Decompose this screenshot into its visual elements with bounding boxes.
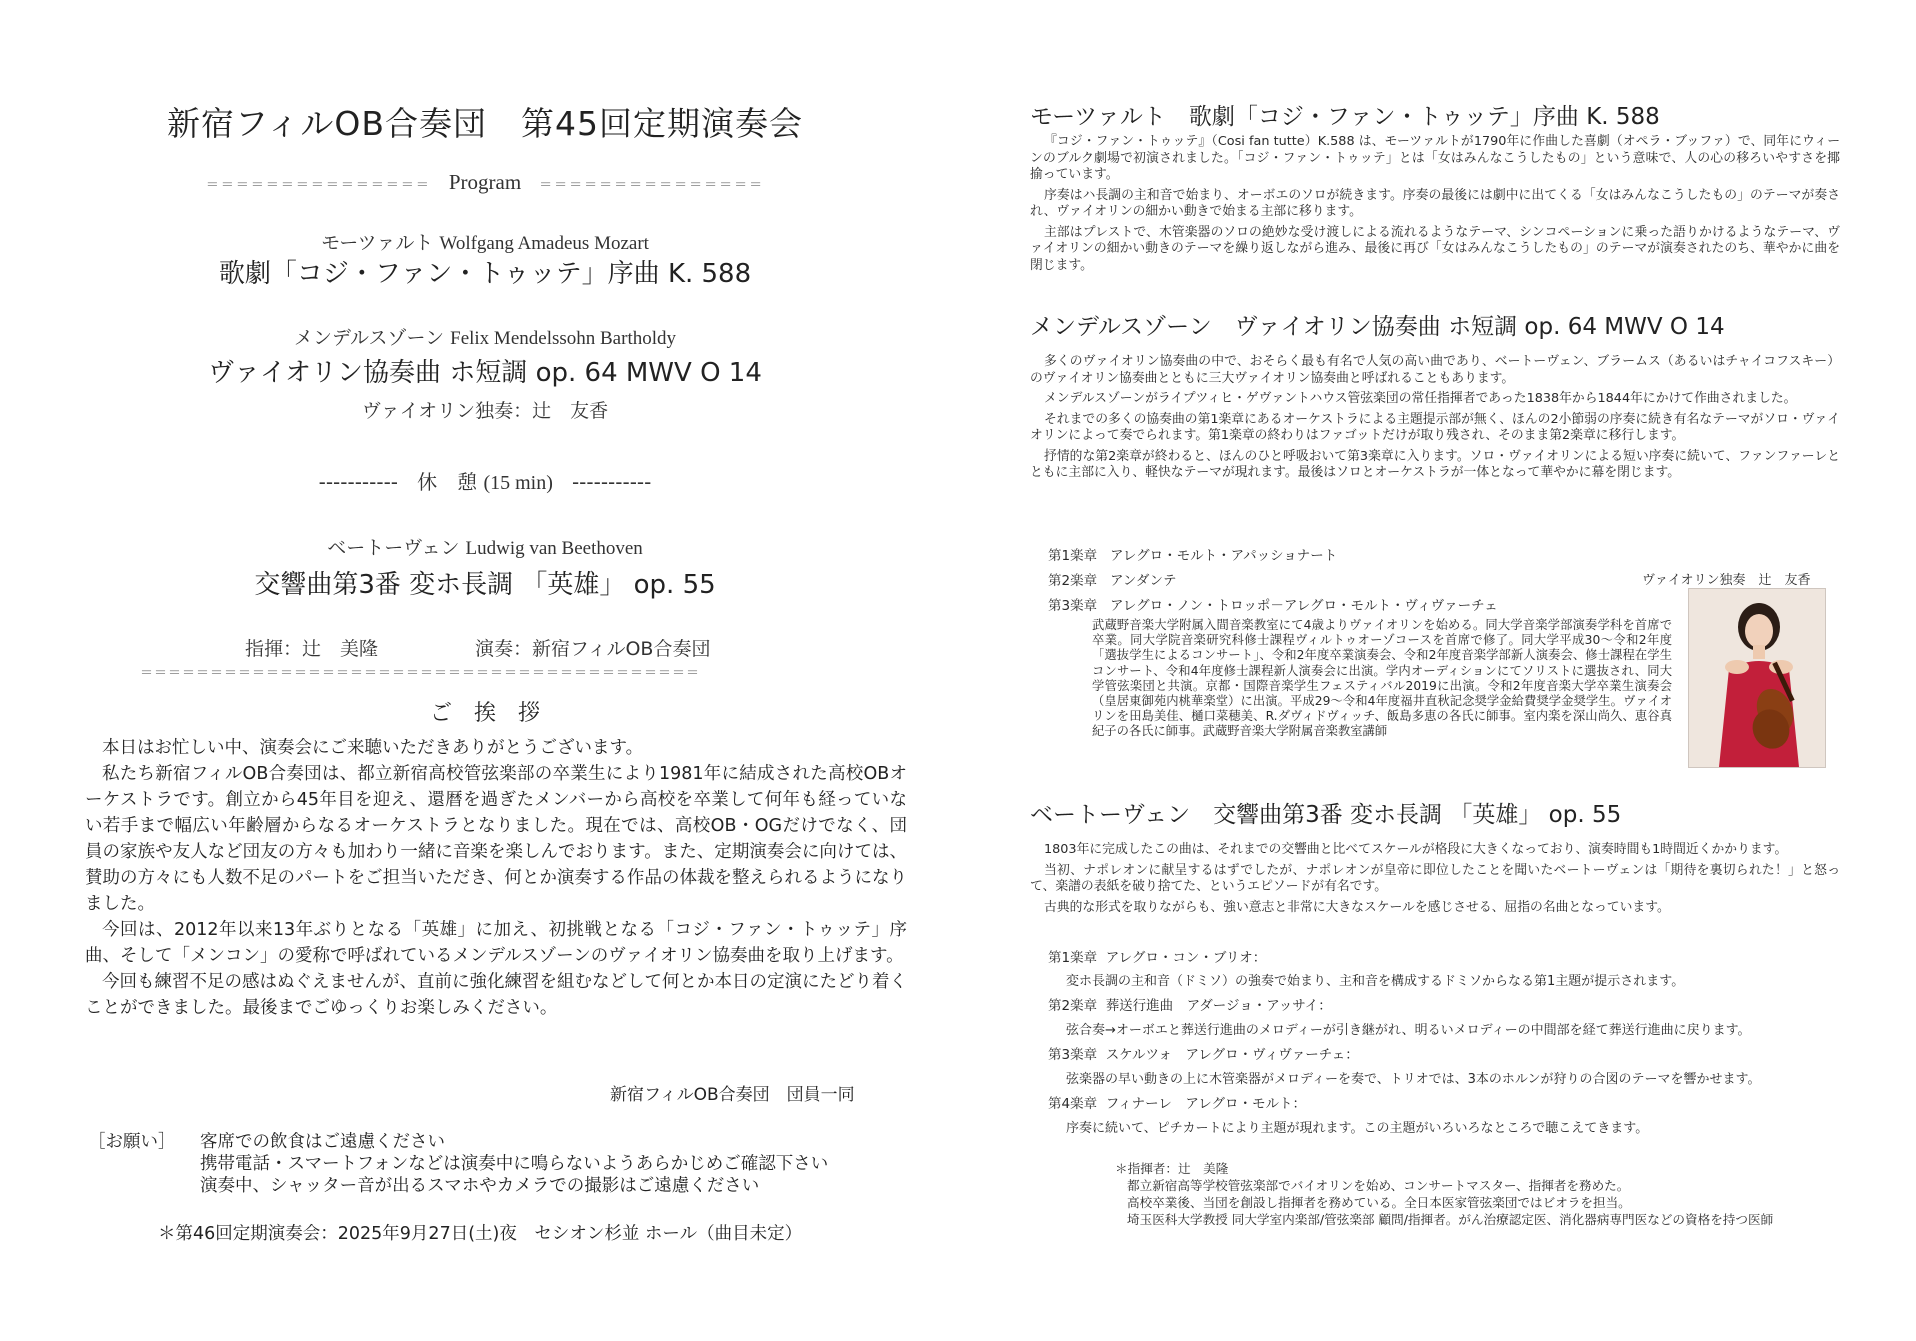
mozart-heading: モーツァルト 歌劇「コジ・ファン・トゥッテ」序曲 K. 588 (1030, 104, 1660, 130)
conductor-note-line: 都立新宿高等学校管弦楽部でバイオリンを始め、コンサートマスター、指揮者を務めた。 (1127, 1178, 1630, 1193)
program-page (70, 0, 907, 1341)
program-label: Program (448, 170, 522, 194)
request-item: 演奏中、シャッター音が出るスマホやカメラでの撮影はご遠慮ください (200, 1176, 760, 1196)
program-item-mozart-work: 歌劇「コジ・ファン・トゥッテ」序曲 K. 588 (218, 259, 752, 289)
notes-paragraph: それまでの多くの協奏曲の第1楽章にあるオーケストラによる主題提示部が無く、ほんの2小節弱の序奏に続き有名なテーマがソロ・ヴァイオリンによって奏でられます。第1楽章の終わりはファゴットだけが取り残され、そのまま第2楽章に移行します。 (1030, 411, 1840, 443)
greeting-title: ご 挨 拶 (429, 701, 540, 726)
program-item-mozart-composer: モーツァルト Wolfgang Amadeus Mozart (321, 232, 649, 254)
request-label: ［お願い］ (88, 1132, 176, 1152)
beethoven-movement-3: 第3楽章 スケルツォ アレグロ・ヴィヴァーチェ： (1048, 1047, 1359, 1063)
beethoven-heading: ベートーヴェン 交響曲第3番 変ホ長調 「英雄」 op. 55 (1030, 802, 1622, 828)
soloist-bio: 武蔵野音楽大学附属入間音楽教室にて4歳よりヴァイオリンを始める。同大学音楽学部演奏学科を首席で卒業。同大学院音楽研究科修士課程ヴィルトゥオーゾコースを首席で修了。同大学平成30〜令和2年度「選抜学生によるコンサート」、令和2年度卒業演奏会、令和2年度音楽学部新人演奏会、修士課程在学生コンサート、令和4年度修士課程新人演奏会に出演。学内オーディションにてソリストに選抜され、同大学管弦楽団と共演。京都・国際音楽学生フェスティバル2019に出演。令和2年度音楽大学卒業生演奏会（皇居東御苑内桃華楽堂）に出演。平成29〜令和4年度福井直秋記念奨学金給費奨学金奨学生。ヴァイオリンを田島美佳、樋口菜穂美、R.ダヴィドヴィッチ、飯島多恵の各氏に師事。室内楽を深山尚久、恵谷真紀子の各氏に師事。武蔵野音楽大学附属音楽教室講師 (1092, 618, 1672, 739)
beethoven-movement-4: 第4楽章 フィナーレ アレグロ・モルト： (1048, 1096, 1307, 1112)
soloist-caption: ヴァイオリン独奏 辻 友香 (1642, 573, 1811, 588)
notes-paragraph: 1803年に完成したこの曲は、それまでの交響曲と比べてスケールが格段に大きくなっており、演奏時間も1時間近くかかります。 (1044, 842, 1788, 857)
conductor-note-label: ＊指揮者：辻 美隆 (1115, 1161, 1229, 1176)
beethoven-notes (1030, 842, 1840, 920)
greeting-paragraph: 本日はお忙しい中、演奏会にご来聴いただきありがとうございます。 (102, 738, 644, 758)
greeting-signature: 新宿フィルOB合奏団 団員一同 (610, 1085, 855, 1105)
mendelssohn-notes (1030, 354, 1840, 486)
conductor-credit: 指揮：辻 美隆 (245, 638, 379, 660)
notes-paragraph: メンデルスゾーンがライプツィヒ・ゲヴァントハウス管弦楽団の常任指揮者であった1838年から1844年にかけて作曲されました。 (1044, 391, 1797, 406)
mendelssohn-movement-3: 第3楽章 アレグロ・ノン・トロッポ－アレグロ・モルト・ヴィヴァーチェ (1048, 598, 1498, 614)
concert-title: 新宿フィルOB合奏団 第45回定期演奏会 (167, 104, 803, 143)
beethoven-movement-2-desc: 弦合奏→オーボエと葬送行進曲のメロディーが引き継がれ、明るいメロディーの中間部を経て葬送行進曲に戻ります。 (1066, 1023, 1751, 1038)
conductor-note-line: 埼玉医科大学教授 同大学室内楽部/管弦楽部 顧問/指揮者。がん治療認定医、消化器病専門医などの資格を持つ医師 (1127, 1212, 1774, 1227)
next-concert-notice: ＊第46回定期演奏会：2025年9月27日(土)夜 セシオン杉並 ホール（曲目未定） (158, 1224, 803, 1244)
beethoven-movement-2: 第2楽章 葬送行進曲 アダージョ・アッサイ： (1048, 998, 1332, 1014)
violinist-portrait-icon (1689, 589, 1825, 767)
beethoven-movement-1-desc: 変ホ長調の主和音（ドミソ）の強奏で始まり、主和音を構成するドミソからなる第1主題が提示されます。 (1066, 974, 1685, 989)
greeting-paragraph: 今回も練習不足の感はぬぐえませんが、直前に強化練習を組むなどして何とか本日の定演にたどり着くことができました。最後までごゆっくりお楽しみください。 (85, 972, 907, 1018)
mendelssohn-heading: メンデルスゾーン ヴァイオリン協奏曲 ホ短調 op. 64 MWV O 14 (1030, 314, 1725, 340)
program-separator: ＝＝＝＝＝＝＝＝＝＝＝＝＝＝＝ Program ＝＝＝＝＝＝＝＝＝＝＝＝＝＝＝ (205, 170, 765, 194)
request-item: 携帯電話・スマートフォンなどは演奏中に鳴らないようあらかじめご確認下さい (200, 1154, 829, 1174)
notes-paragraph: 『コジ・ファン・トゥッテ』（Cosi fan tutte）K.588 は、モーツァルトが1790年に作曲した喜劇（オペラ・ブッファ）で、同年にウィーンのブルク劇場で初演されました。「コジ・ファン・トゥッテ」とは「女はみんなこうしたもの」という意味で、人の心の移ろいやすさを揶揄っています。 (1030, 134, 1840, 182)
program-item-beethoven-work: 交響曲第3番 変ホ長調 「英雄」 op. 55 (254, 570, 716, 600)
notes-paragraph: 抒情的な第2楽章が終わると、ほんのひと呼吸おいて第3楽章に入ります。ソロ・ヴァイオリンによる短い序奏に続いて、ファンファーレとともに主部に入り、軽快なテーマが現れます。最後はソロとオーケストラが一体となって華やかに幕を閉じます。 (1030, 448, 1840, 480)
notes-page (1030, 0, 1850, 1341)
mozart-notes (1030, 134, 1840, 278)
greeting-text (85, 735, 907, 1021)
conductor-note-line: 高校卒業後、当団を創設し指揮者を務めている。全日本医家管弦楽団ではビオラを担当。 (1127, 1195, 1631, 1210)
notes-paragraph: 序奏はハ長調の主和音で始まり、オーボエのソロが続きます。序奏の最後には劇中に出てくる「女はみんなこうしたもの」のテーマが奏され、ヴァイオリンの細かい動きで始まる主部に移ります。 (1030, 187, 1840, 219)
mendelssohn-movement-2: 第2楽章 アンダンテ (1048, 573, 1177, 589)
soloist-photo (1688, 588, 1826, 768)
notes-paragraph: 古典的な形式を取りながらも、強い意志と非常に大きなスケールを感じさせる、屈指の名曲となっています。 (1044, 899, 1670, 915)
notes-paragraph: 当初、ナポレオンに献呈するはずでしたが、ナポレオンが皇帝に即位したことを聞いたベートーヴェンは「期待を裏切られた！」と怒って、楽譜の表紙を破り捨てた、というエピソードが有名です。 (1030, 862, 1840, 894)
mendelssohn-movement-1: 第1楽章 アレグロ・モルト・アパッショナート (1048, 548, 1338, 564)
program-item-mendelssohn-composer: メンデルスゾーン Felix Mendelssohn Bartholdy (293, 327, 677, 349)
conductor-note (1115, 1160, 1850, 1228)
greeting-paragraph: 今回は、2012年以来13年ぶりとなる「英雄」に加え、初挑戦となる「コジ・ファン・トゥッテ」序曲、そして「メンコン」の愛称で呼ばれているメンデルスゾーンのヴァイオリン協奏曲を取り上げます。 (85, 920, 907, 966)
notes-paragraph: 多くのヴァイオリン協奏曲の中で、おそらく最も有名で人気の高い曲であり、ベートーヴェン、ブラームス（あるいはチャイコフスキー）のヴァイオリン協奏曲とともに三大ヴァイオリン協奏曲と呼ばれることもあります。 (1030, 354, 1840, 386)
program-item-beethoven-composer: ベートーヴェン Ludwig van Beethoven (327, 537, 643, 559)
beethoven-movement-1: 第1楽章 アレグロ・コン・ブリオ： (1048, 950, 1267, 966)
intermission: ----------- 休 憩 (15 min) ----------- (318, 470, 652, 494)
greeting-paragraph: 私たち新宿フィルOB合奏団は、都立新宿高校管弦楽部の卒業生により1981年に結成された高校OBオーケストラです。創立から45年目を迎え、還暦を過ぎたメンバーから高校を卒業して何年も経っていない若手まで幅広い年齢層からなるオーケストラとなりました。現在では、高校OB・OGだけでなく、団員の家族や友人など団友の方々も加わり一緒に音楽を楽しんでおります。また、定期演奏会に向けては、賛助の方々にも人数不足のパートをご担当いただき、何とか演奏する作品の体裁を整えられるようになりました。 (85, 764, 907, 914)
greeting-separator: ＝＝＝＝＝＝＝＝＝＝＝＝＝＝＝＝＝＝＝＝＝＝＝＝＝＝＝＝＝＝＝＝＝＝＝＝＝＝＝＝ (140, 666, 701, 681)
request-item: 客席での飲食はご遠慮ください (200, 1132, 445, 1152)
beethoven-movement-3-desc: 弦楽器の早い動きの上に木管楽器がメロディーを奏で、トリオでは、3本のホルンが狩りの合図のテーマを響かせます。 (1066, 1072, 1761, 1087)
soloist-line: ヴァイオリン独奏：辻 友香 (361, 400, 609, 422)
notes-paragraph: 主部はプレストで、木管楽器のソロの絶妙な受け渡しによる流れるようなテーマ、シンコペーションに乗った語りかけるようなテーマ、ヴァイオリンの細かい動きのテーマを繰り返しながら進み、最後に再び「女はみんなこうしたもの」のテーマが演奏されたのち、華やかに曲を閉じます。 (1030, 224, 1840, 273)
beethoven-movement-4-desc: 序奏に続いて、ピチカートにより主題が現れます。この主題がいろいろなところで聴こえてきます。 (1066, 1121, 1649, 1136)
orchestra-credit: 演奏：新宿フィルOB合奏団 (475, 638, 711, 660)
program-item-mendelssohn-work: ヴァイオリン協奏曲 ホ短調 op. 64 MWV O 14 (208, 358, 762, 388)
